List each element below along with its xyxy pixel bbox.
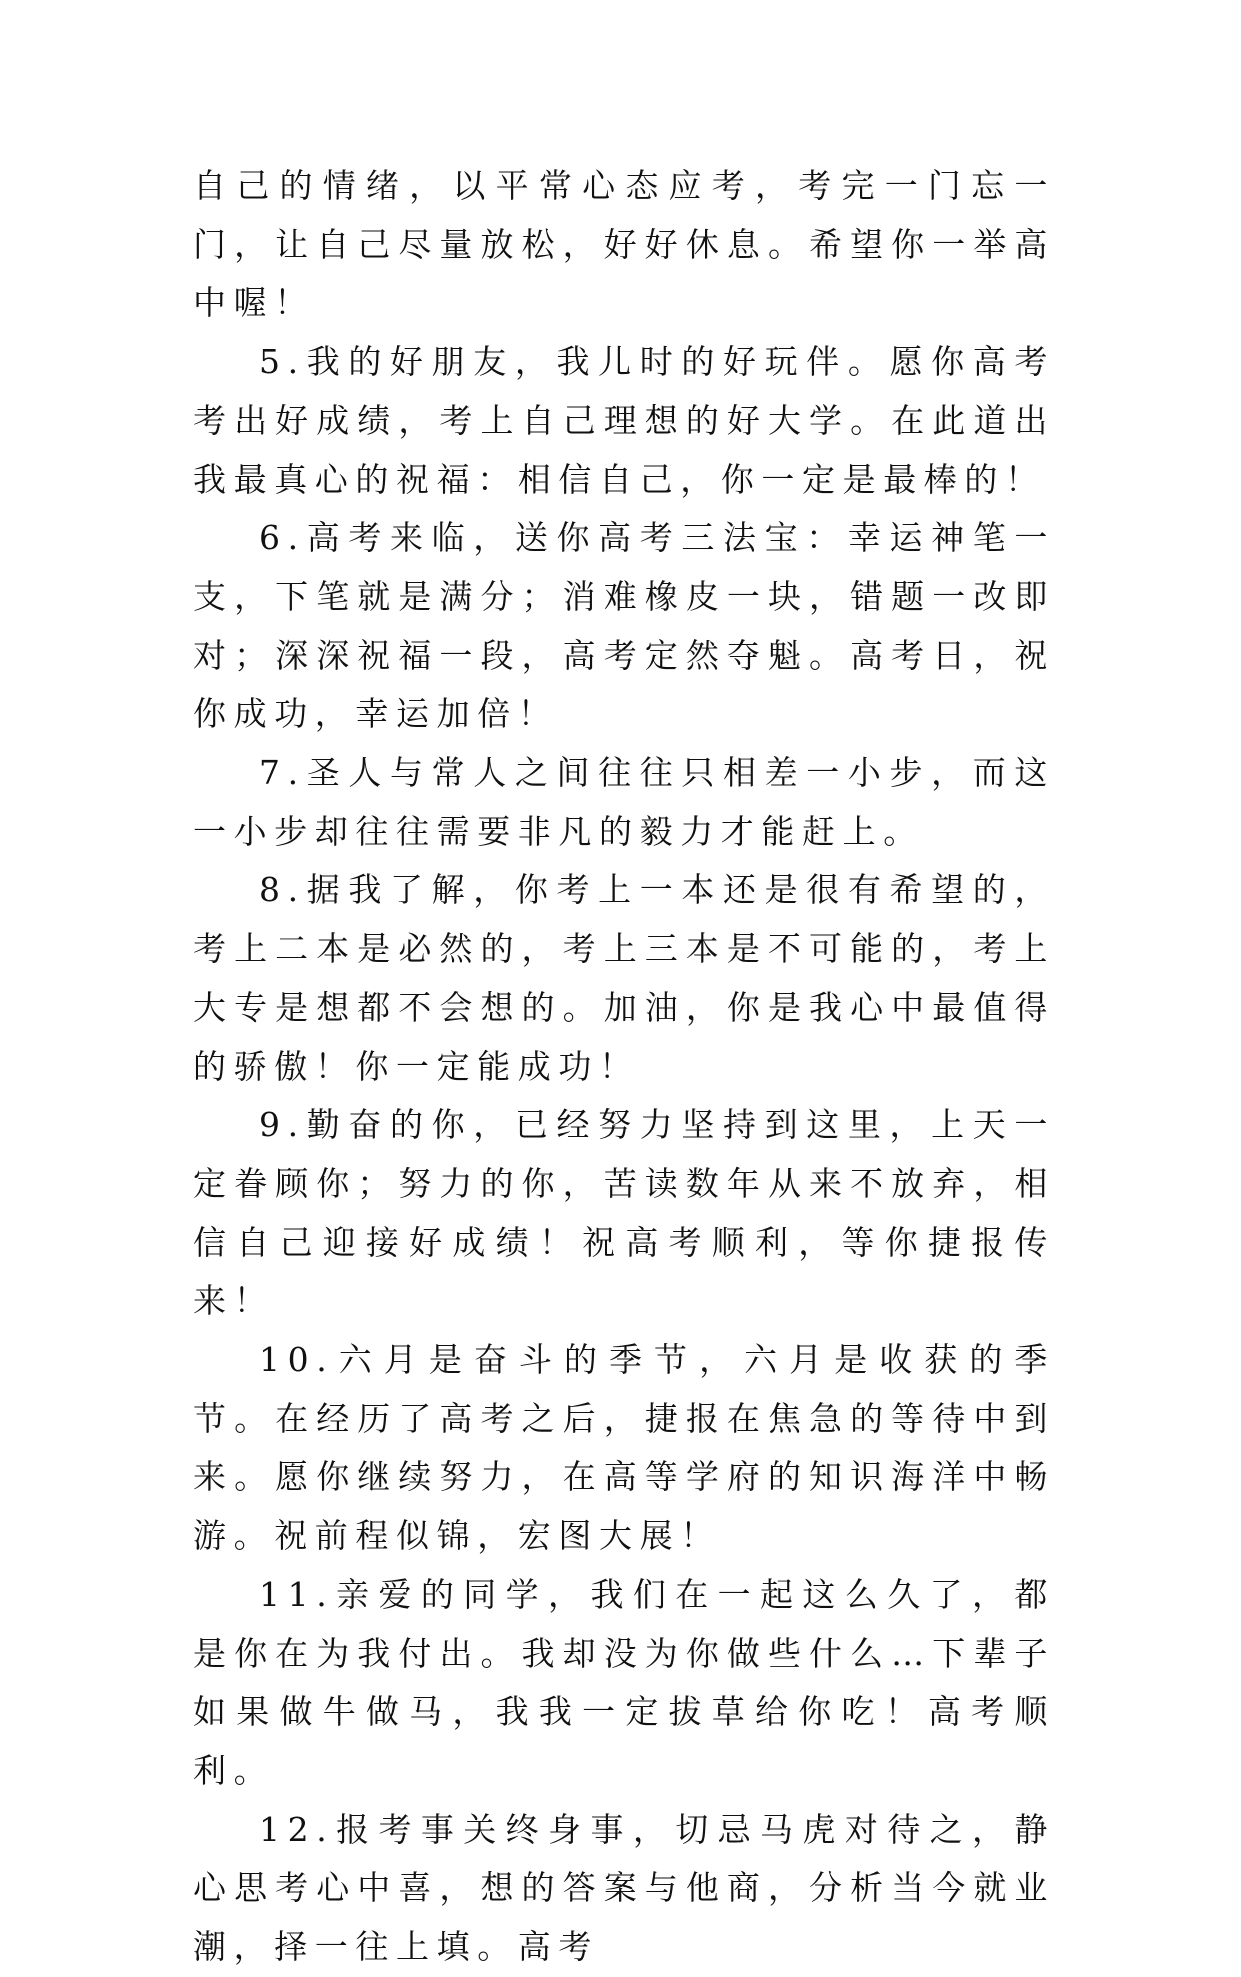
document-body (193, 157, 1055, 1977)
paragraph-item-5: 5.我的好朋友，我儿时的好玩伴。愿你高考考出好成绩，考上自己理想的好大学。在此道出我最真心的祝福：相信自己，你一定是最棒的！ (193, 342, 1055, 499)
paragraph-item-12: 12.报考事关终身事，切忌马虎对待之，静心思考心中喜，想的答案与他商，分析当今就业潮，择一往上填。高考 (193, 1809, 1055, 1967)
paragraph-item-10: 10.六月是奋斗的季节，六月是收获的季节。在经历了高考之后，捷报在焦急的等待中到来。愿你继续努力，在高等学府的知识海洋中畅游。祝前程似锦，宏图大展！ (193, 1340, 1055, 1556)
paragraph-item-6: 6.高考来临，送你高考三法宝：幸运神笔一支，下笔就是满分；消难橡皮一块，错题一改即对；深深祝福一段，高考定然夺魁。高考日，祝你成功，幸运加倍！ (193, 518, 1055, 734)
paragraph-item-7: 7.圣人与常人之间往往只相差一小步，而这一小步却往往需要非凡的毅力才能赶上。 (193, 753, 1055, 851)
paragraph-item-8: 8.据我了解，你考上一本还是很有希望的，考上二本是必然的，考上三本是不可能的，考上大专是想都不会想的。加油，你是我心中最值得的骄傲！你一定能成功！ (193, 870, 1055, 1086)
paragraph-item-11: 11.亲爱的同学，我们在一起这么久了，都是你在为我付出。我却没为你做些什么…下辈子如果做牛做马，我我一定拔草给你吃！高考顺利。 (193, 1574, 1055, 1790)
paragraph-continuation: 自己的情绪，以平常心态应考，考完一门忘一门，让自己尽量放松，好好休息。希望你一举高中喔！ (193, 166, 1055, 323)
paragraph-item-9: 9.勤奋的你，已经努力坚持到这里，上天一定眷顾你；努力的你，苦读数年从来不放弃，相信自己迎接好成绩！祝高考顺利，等你捷报传来！ (193, 1105, 1055, 1321)
